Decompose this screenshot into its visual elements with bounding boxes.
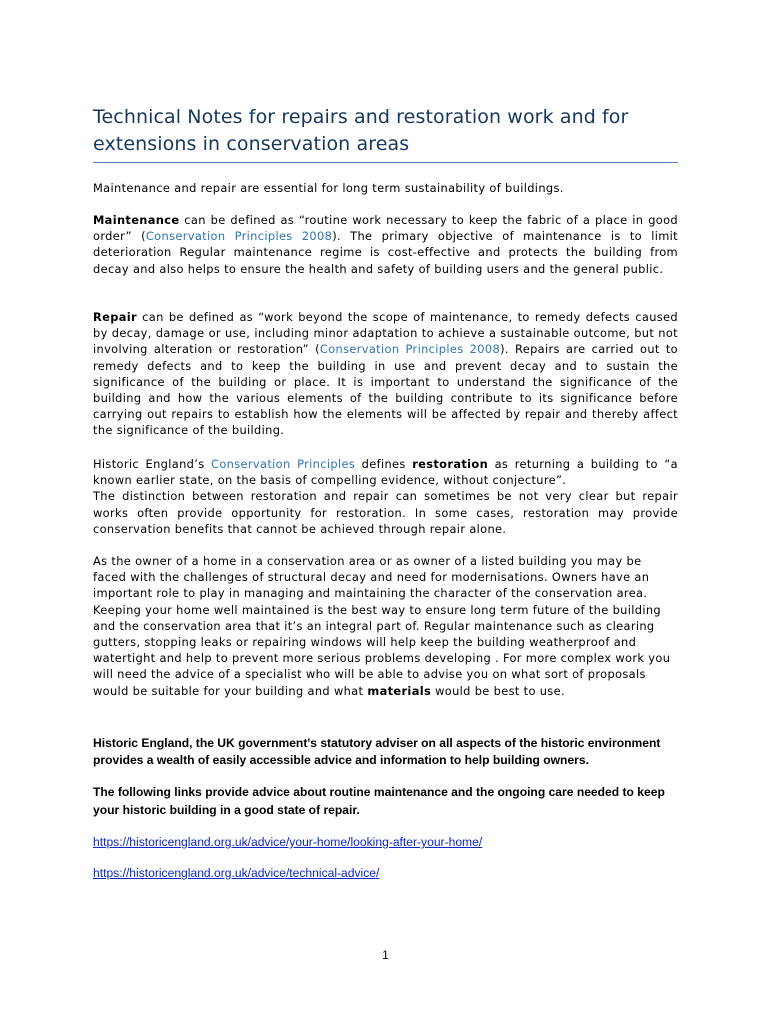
- restoration-paragraph: [93, 456, 678, 537]
- repair-term: Repair: [93, 310, 137, 324]
- maintenance-reference: Conservation Principles 2008: [145, 229, 333, 244]
- title-divider: [93, 162, 678, 163]
- link-paragraph-1: [93, 834, 678, 851]
- restoration-text-middle: defines: [355, 457, 413, 471]
- owner-text-after: would be best to use.: [431, 683, 565, 698]
- owner-text-before: As the owner of a home in a conservation area or as owner of a listed building you may be faced with the challenges of structural decay and need for modernisations. Owners have an important role to play in managing and maintaining the character of the conservation area. Keeping your home well maintained is the best way to ensure long term future of the building and the conservation area that it’s an integral part of. Regular maintenance such as clearing gutters, stopping leaks or repairing windows will help keep the building weatherproof and watertight and help to prevent more serious problems developing . For more complex work you will need the advice of a specialist who will be able to advise you on what sort of proposals would be suitable for your building and what: [93, 554, 671, 698]
- repair-text-after: ). Repairs are carried out to remedy defects and to keep the building in use and prevent decay and to sustain the significance of the building or place. It is important to understand the significance of the building and how the various elements of the building contribute to its significance before carrying out repairs to establish how the elements will be affected by repair and thereby affect the significance of the building.: [93, 342, 679, 438]
- owner-paragraph: [93, 553, 678, 699]
- materials-term: materials: [367, 683, 432, 698]
- link-paragraph-2: [93, 865, 678, 882]
- links-intro-paragraph: The following links provide advice about routine maintenance and the ongoing care needed to keep your historic building in a good state of repair.: [93, 785, 665, 817]
- maintenance-text-after: ). The primary objective of maintenance is to limit deterioration Regular maintenance regime is cost-effective and protects the building from decay and also helps to ensure the health and safety of building users and the general public.: [93, 229, 678, 276]
- document-page: [93, 0, 678, 1024]
- maintenance-text-before: can be defined as “routine work necessary to keep the fabric of a place in good order” (: [93, 213, 678, 244]
- restoration-text-before: Historic England’s: [93, 457, 212, 471]
- intro-paragraph: Maintenance and repair are essential for long term sustainability of buildings.: [93, 181, 564, 195]
- technical-advice-link[interactable]: https://historicengland.org.uk/advice/technical-advice/: [93, 866, 380, 880]
- maintenance-paragraph: [93, 212, 678, 277]
- restoration-text-after: as returning a building to “a known earlier state, on the basis of compelling evidence, without conjecture”.: [93, 457, 678, 488]
- looking-after-home-link[interactable]: https://historicengland.org.uk/advice/your-home/looking-after-your-home/: [93, 835, 483, 849]
- page-number: 1: [382, 948, 389, 962]
- maintenance-term: Maintenance: [93, 213, 180, 227]
- restoration-reference: Conservation Principles: [211, 457, 356, 471]
- historic-england-paragraph: Historic England, the UK government's statutory adviser on all aspects of the historic environment provides a wealth of easily accessible advice and information to help building owners.: [93, 736, 661, 767]
- page-title: Technical Notes for repairs and restoration work and for extensions in conservation areas: [93, 106, 629, 155]
- restoration-term: restoration: [412, 457, 489, 471]
- restoration-continuation: The distinction between restoration and repair can sometimes be not very clear but repair works often provide opportunity for restoration. In some cases, restoration may provide conservation benefits that cannot be achieved through repair alone.: [93, 489, 678, 536]
- repair-text-before: can be defined as “work beyond the scope of maintenance, to remedy defects caused by decay, damage or use, including minor adaptation to achieve a sustainable outcome, but not involving alteration or restoration” (: [93, 310, 678, 357]
- repair-paragraph: [93, 309, 678, 439]
- repair-reference: Conservation Principles 2008: [319, 342, 501, 357]
